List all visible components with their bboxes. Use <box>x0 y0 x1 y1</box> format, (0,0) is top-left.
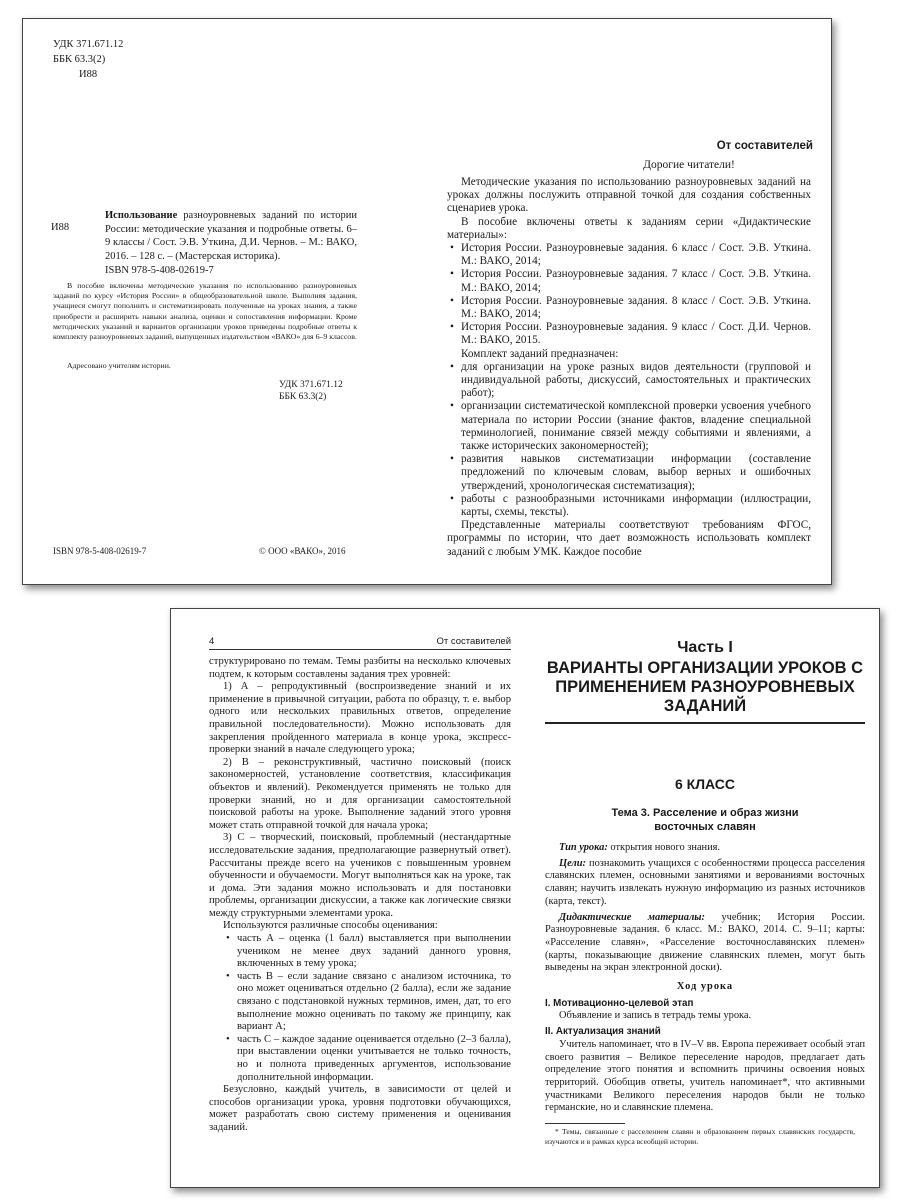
preface-greeting: Дорогие читатели! <box>643 159 735 171</box>
preface-heading: От составителей <box>716 140 813 152</box>
list-item: • История России. Разноуровневые задания. 8 класс / Сост. Э.В. Уткина. М.: ВАКО, 2014; <box>447 295 811 321</box>
list-item: • развития навыков систематизации информации (составление предложений по ключевым словам, выбор верных и ошибочных утверждений, хронологическая систематизация); <box>447 453 811 493</box>
part-title: ВАРИАНТЫ ОРГАНИЗАЦИИ УРОКОВ С ПРИМЕНЕНИЕМ РАЗНОУРОВНЕВЫХ ЗАДАНИЙ <box>546 659 864 715</box>
topic-heading: Тема 3. Расселение и образ жизни восточных славян <box>611 807 799 833</box>
footer-isbn: ISBN 978-5-408-02619-7 <box>53 546 147 556</box>
course-heading: Ход урока <box>676 981 734 993</box>
goals-label: Цели: <box>559 857 587 869</box>
audience-note: Адресовано учителям истории. <box>67 361 171 370</box>
preface-paragraph: Комплект заданий предназначен: <box>461 347 619 360</box>
stage-text: Учитель напоминает, что в IV–V вв. Европа переживает особый этап своего развития – Великое переселение народов, предлагает дать определение этого понятия и вспомнить причины освоения новых территорий. Обобщив ответы, учитель напоминает*, что активными участниками Великого переселения народов были не только германские, но и славянские племена. <box>545 1038 865 1114</box>
lesson-goals <box>545 858 865 909</box>
bbk-code: ББК 63.3(2) <box>53 54 106 65</box>
list-item: • История России. Разноуровневые задания. 9 класс / Сост. Д.И. Чернов. М.: ВАКО, 2015. <box>447 321 811 347</box>
top-book-spread <box>22 18 832 585</box>
bibliographic-record <box>105 209 357 263</box>
page-part-one <box>525 609 879 1187</box>
annotation: В пособие включены методические указания по использованию разноуровневых заданий по курсу «История России» в общеобразовательной школе. Выполняя задания, учащиеся смогут пополнить и систематизировать полученные на уроках знания, а также приобрести и расширить навыки анализа, оценки и сопоставления информации. Кроме методических указаний и вариантов организации уроков приведены подробные ответы к комплекту разноуровневых заданий, выпущенных издательством «ВАКО» для 6–9 классов. <box>53 281 357 342</box>
list-item: • часть В – если задание связано с анализом источника, то оно может оцениваться отдельно (2 балла), если же задание связано с подстановкой нужных терминов, имен, дат, то его выполнение можно оценивать по такому же принципу, как вариант А; <box>223 971 511 1034</box>
preface-paragraph: Представленные материалы соответствуют требованиям ФГОС, программы по истории, что дает возможность использовать комплект заданий с любым УМК. Каждое пособие <box>447 519 811 558</box>
lesson-type-label: Тип урока: <box>559 842 608 853</box>
preface-body <box>447 176 811 559</box>
preface-page <box>427 19 831 584</box>
list-item: • для организации на уроке разных видов деятельности (групповой и индивидуальной работы, дискуссий, самостоятельных и практических работ); <box>447 361 811 401</box>
stage-heading: II. Актуализация знаний <box>545 1026 661 1038</box>
purposes-list <box>447 361 811 519</box>
list-item: • часть С – каждое задание оценивается отдельно (2–3 балла), при выставлении оценки учитывается не только точность, но и полнота приведенных аргументов, использование дополнительной информации. <box>223 1034 511 1084</box>
footnote: * Темы, связанные с расселением славян и образованием первых славянских государств, изучаются и в рамках курса всеобщей истории. <box>545 1127 855 1146</box>
footer-copyright: © ООО «ВАКО», 2016 <box>259 546 346 556</box>
lesson-type-text: открытия нового знания. <box>607 842 721 853</box>
imprint-page <box>23 19 427 584</box>
stage-heading: I. Мотивационно-целевой этап <box>545 997 694 1009</box>
running-header <box>209 637 511 650</box>
lesson-type <box>545 842 865 855</box>
page-4 <box>171 609 525 1187</box>
preface-paragraph: В пособие включены ответы к заданиям серии «Дидактические материалы»: <box>447 215 811 241</box>
udk-code-repeat: УДК 371.671.12 <box>279 380 343 390</box>
page-number: 4 <box>209 636 215 647</box>
list-item: • организации систематической комплексной проверки усвоения учебного материала по истории России (знание фактов, владение специальной терминологией, понимание связей между событиями и явлениями, а также исторических закономерностей); <box>447 400 811 453</box>
grading-list <box>209 933 511 1084</box>
level-c-paragraph: 3) С – творческий, поисковый, проблемный (нестандартные исследовательские задания, предполагающие развернутый ответ). Рассчитаны прежде всего на учеников с повышенным уровнем обученности и обучаемости. Могут выполняться как на уроке, так и дома. Эти задания можно использовать и для постановки проблемы, организации дискуссии, а также как логические связки между структурными элементами урока. <box>209 832 511 919</box>
stage-text: Объявление и запись в тетрадь темы урока. <box>559 1010 752 1022</box>
lesson-materials <box>545 912 865 976</box>
bbk-code-repeat: ББК 63.3(2) <box>279 392 327 402</box>
list-item: • работы с разнообразными источниками информации (иллюстрации, карты, схемы, тексты). <box>447 493 811 519</box>
closing-paragraph: Безусловно, каждый учитель, в зависимости от целей и способов организации урока, уровня подготовки обучающихся, может разработать свою систему применения и оценивания заданий. <box>209 1084 511 1133</box>
part-label: Часть I <box>677 639 733 656</box>
running-head-title: От составителей <box>436 636 511 647</box>
level-b-paragraph: 2) В – реконструктивный, частично поисковый (поиск закономерностей, установление соответствия, классификация объектов и явлений). Рекомендуется применять не только для проверки знаний, но и для организации самостоятельной поисковой работы на уроке. Выполнение заданий этого уровня может стать отправной точкой для начала урока; <box>209 756 511 831</box>
body-paragraph: структурировано по темам. Темы разбиты на несколько ключевых подтем, к которым составлены задания трех уровней: <box>209 656 511 680</box>
lesson-plan <box>545 842 865 1115</box>
materials-label: Дидактические материалы: <box>559 911 705 923</box>
list-item: • История России. Разноуровневые задания. 6 класс / Сост. Э.В. Уткина. М.: ВАКО, 2014; <box>447 242 811 268</box>
bottom-book-spread <box>170 608 880 1188</box>
list-item: • часть А – оценка (1 балл) выставляется при выполнении учеником не менее двух заданий данного уровня, включенных в тему урока; <box>223 933 511 971</box>
part-title-rule <box>545 722 865 724</box>
grading-intro: Используются различные способы оценивания: <box>223 920 438 932</box>
materials-text: учебник; История России. Разноуровневые задания. 6 класс. М.: ВАКО, 2014. С. 9–11; карты: «Расселение славян», «Расселение восточнославянских племен» (карты, показывающие движение славянских племен, могут быть выведены на экран электронной доски). <box>545 911 865 974</box>
level-a-paragraph: 1) А – репродуктивный (воспроизведение знаний и их применение в привычной ситуации, работа по образцу, т. е. выбор одного или нескольких правильных ответов, определение правильной последовательности). Можно использовать для закрепления пройденного материала в конце урока, экспресс-проверки знаний в начале следующего урока; <box>209 681 511 756</box>
goals-text: познакомить учащихся с особенностями процесса расселения славянских племен, основными занятиями и верованиями восточных славян; научить извлекать нужную информацию из разных источников (карта, текст). <box>545 857 865 907</box>
side-author-mark: И88 <box>51 222 70 233</box>
author-mark: И88 <box>79 69 98 80</box>
bibliographic-description: разноуровневых заданий по истории России: методические указания и подробные ответы. 6–9 классы / Сост. Э.В. Уткина, Д.И. Чернов. – М.: ВАКО, 2016. – 128 с. – (Мастерская историка). <box>105 210 357 262</box>
footnote-rule <box>545 1123 625 1124</box>
page-4-body <box>209 656 511 1135</box>
udk-code: УДК 371.671.12 <box>53 39 124 50</box>
list-item: • История России. Разноуровневые задания. 7 класс / Сост. Э.В. Уткина. М.: ВАКО, 2014; <box>447 268 811 294</box>
grade-heading: 6 КЛАСС <box>674 776 736 792</box>
bibliographic-title: Использование <box>105 210 178 221</box>
preface-paragraph: Методические указания по использованию разноуровневых заданий на уроках должны послужить отправной точкой для создания собственных сценариев урока. <box>447 176 811 215</box>
isbn-line: ISBN 978-5-408-02619-7 <box>105 265 214 276</box>
books-list <box>447 242 811 348</box>
